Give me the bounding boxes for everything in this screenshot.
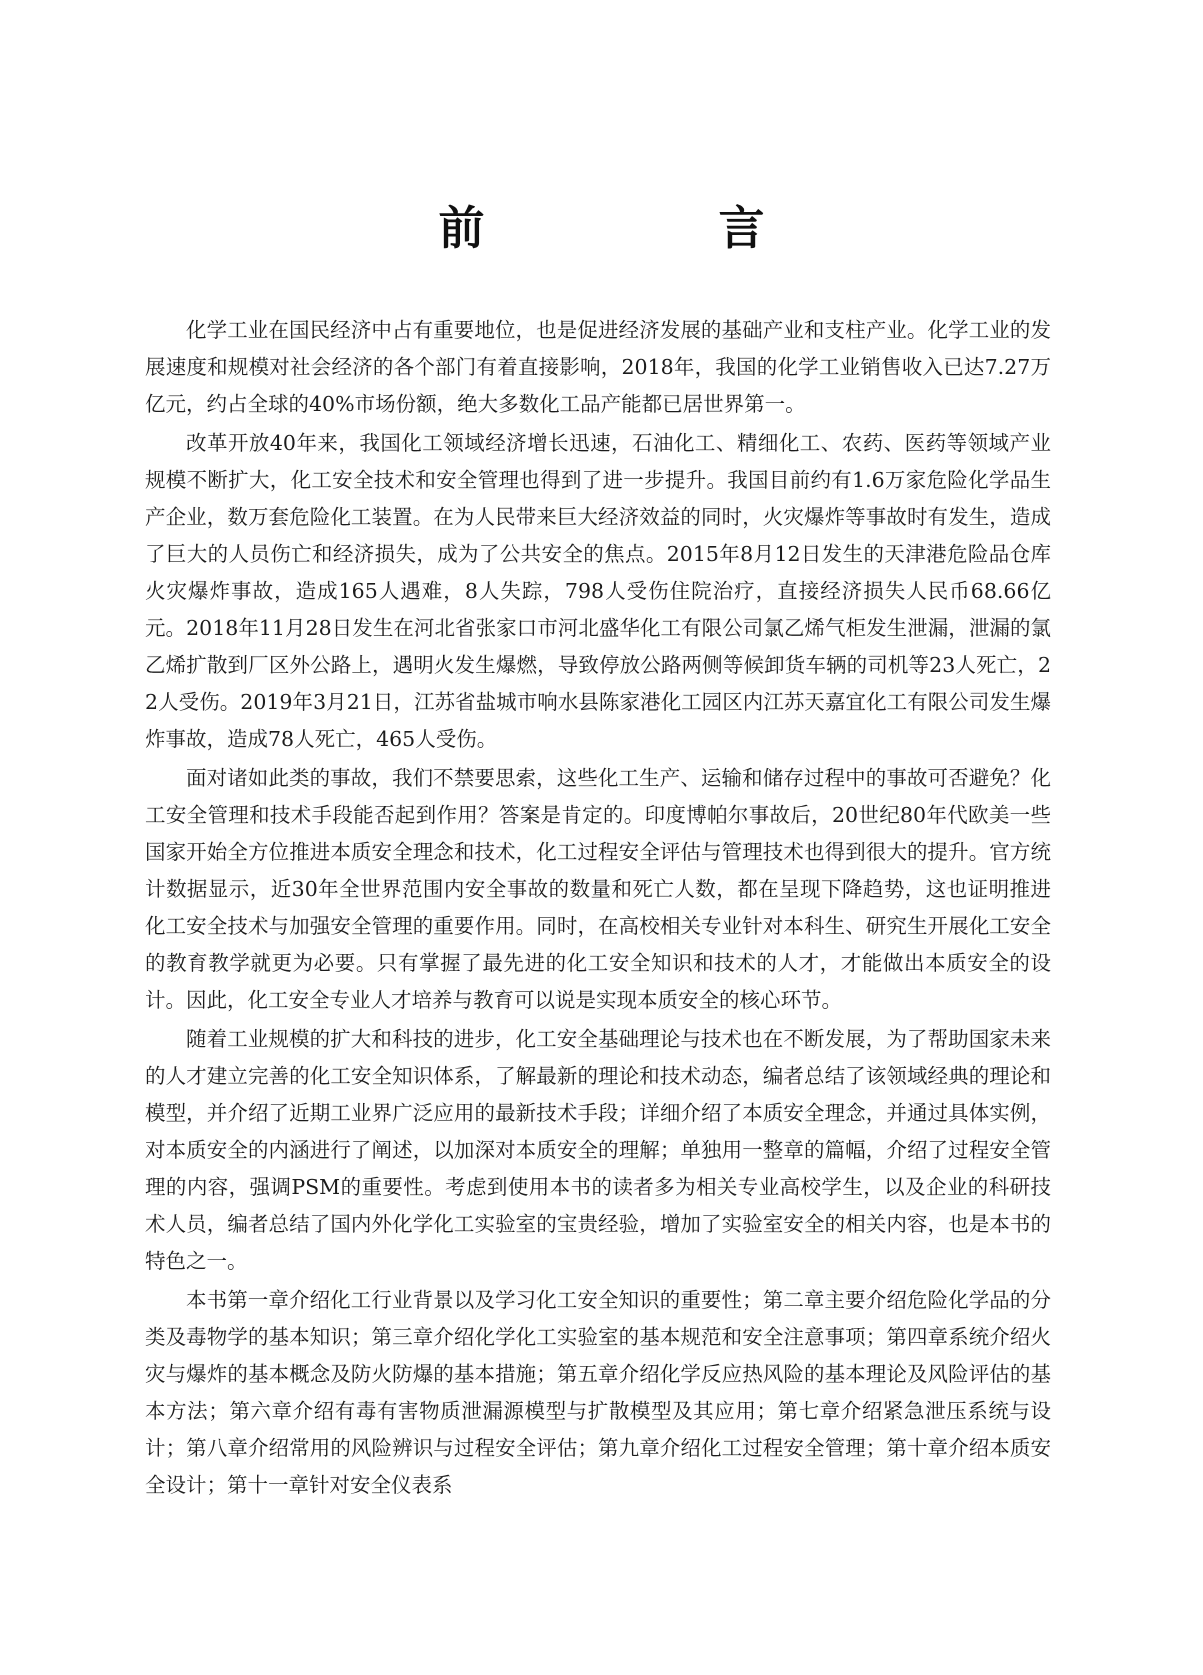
paragraph: 面对诸如此类的事故，我们不禁要思索，这些化工生产、运输和储存过程中的事故可否避免？化工安全管理和技术手段能否起到作用？答案是肯定的。印度博帕尔事故后，20世纪80年代欧美一些国家开始全方位推进本质安全理念和技术，化工过程安全评估与管理技术也得到很大的提升。官方统计数据显示，近30年全世界范围内安全事故的数量和死亡人数，都在呈现下降趋势，这也证明推进化工安全技术与加强安全管理的重要作用。同时，在高校相关专业针对本科生、研究生开展化工安全的教育教学就更为必要。只有掌握了最先进的化工安全知识和技术的人才，才能做出本质安全的设计。因此，化工安全专业人才培养与教育可以说是实现本质安全的核心环节。: [145, 766, 1051, 1012]
page-title: 前 言: [438, 201, 859, 255]
preface-body: [145, 312, 1051, 1506]
paragraph: 本书第一章介绍化工行业背景以及学习化工安全知识的重要性；第二章主要介绍危险化学品的分类及毒物学的基本知识；第三章介绍化学化工实验室的基本规范和安全注意事项；第四章系统介绍火灾与爆炸的基本概念及防火防爆的基本措施；第五章介绍化学反应热风险的基本理论及风险评估的基本方法；第六章介绍有毒有害物质泄漏源模型与扩散模型及其应用；第七章介绍紧急泄压系统与设计；第八章介绍常用的风险辨识与过程安全评估；第九章介绍化工过程安全管理；第十章介绍本质安全设计；第十一章针对安全仪表系: [145, 1288, 1051, 1497]
paragraph: 随着工业规模的扩大和科技的进步，化工安全基础理论与技术也在不断发展，为了帮助国家未来的人才建立完善的化工安全知识体系，了解最新的理论和技术动态，编者总结了该领域经典的理论和模型，并介绍了近期工业界广泛应用的最新技术手段；详细介绍了本质安全理念，并通过具体实例，对本质安全的内涵进行了阐述，以加深对本质安全的理解；单独用一整章的篇幅，介绍了过程安全管理的内容，强调PSM的重要性。考虑到使用本书的读者多为相关专业高校学生，以及企业的科研技术人员，编者总结了国内外化学化工实验室的宝贵经验，增加了实验室安全的相关内容，也是本书的特色之一。: [145, 1027, 1051, 1273]
paragraph: 化学工业在国民经济中占有重要地位，也是促进经济发展的基础产业和支柱产业。化学工业的发展速度和规模对社会经济的各个部门有着直接影响，2018年，我国的化学工业销售收入已达7.27万亿元，约占全球的40%市场份额，绝大多数化工品产能都已居世界第一。: [145, 318, 1051, 416]
paragraph: 改革开放40年来，我国化工领域经济增长迅速，石油化工、精细化工、农药、医药等领域产业规模不断扩大，化工安全技术和安全管理也得到了进一步提升。我国目前约有1.6万家危险化学品生产企业，数万套危险化工装置。在为人民带来巨大经济效益的同时，火灾爆炸等事故时有发生，造成了巨大的人员伤亡和经济损失，成为了公共安全的焦点。2015年8月12日发生的天津港危险品仓库火灾爆炸事故，造成165人遇难，8人失踪，798人受伤住院治疗，直接经济损失人民币68.66亿元。2018年11月28日发生在河北省张家口市河北盛华化工有限公司氯乙烯气柜发生泄漏，泄漏的氯乙烯扩散到厂区外公路上，遇明火发生爆燃，导致停放公路两侧等候卸货车辆的司机等23人死亡，22人受伤。2019年3月21日，江苏省盐城市响水县陈家港化工园区内江苏天嘉宜化工有限公司发生爆炸事故，造成78人死亡，465人受伤。: [145, 431, 1051, 751]
